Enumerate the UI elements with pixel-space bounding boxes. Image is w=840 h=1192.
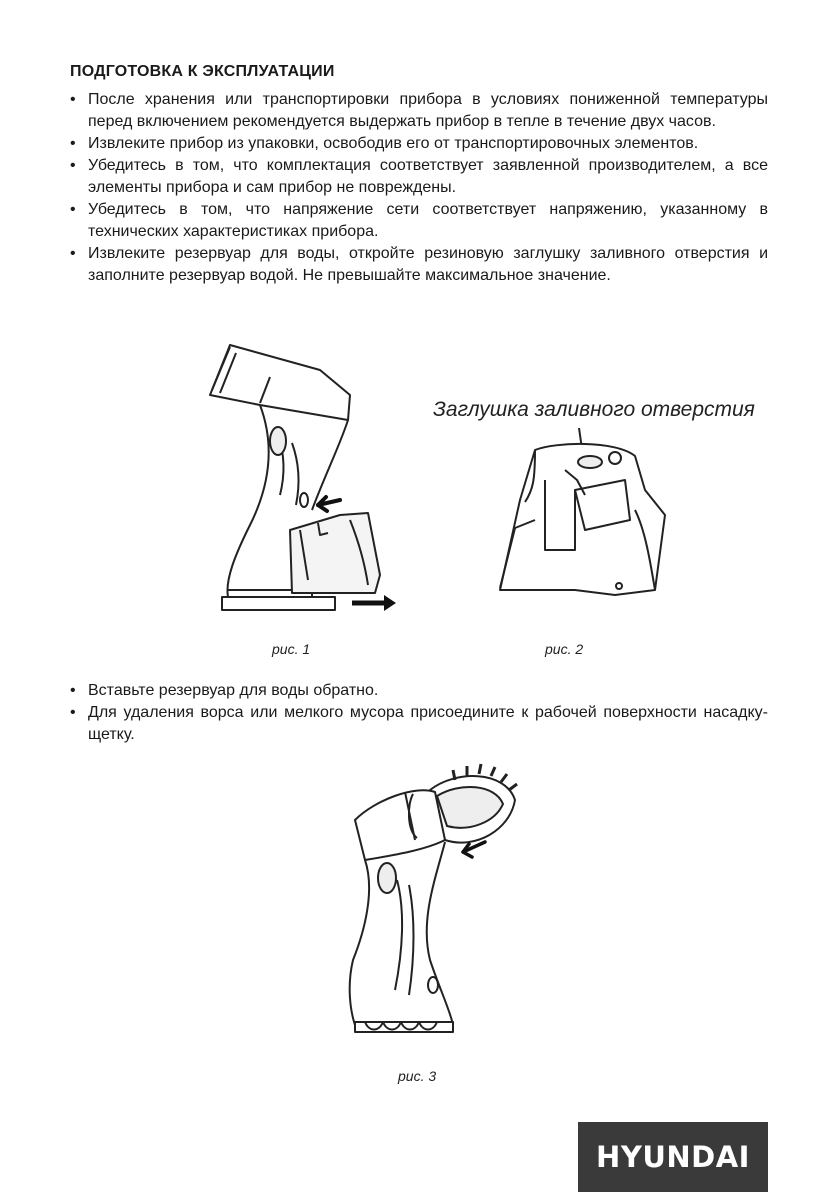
section-title: ПОДГОТОВКА К ЭКСПЛУАТАЦИИ [70,63,335,80]
list-item: • Извлеките резервуар для воды, откройте резиновую заглушку заливного отверстия и заполните резервуар водой. Не превышайте максимальное значение. [70,243,768,287]
list-item: • Убедитесь в том, что напряжение сети соответствует напряжению, указанному в технических характеристиках прибора. [70,199,768,243]
figure-1-caption: рис. 1 [272,641,311,657]
fill-plug-callout: Заглушка заливного отверстия [433,398,755,421]
figure-2-water-tank [495,420,670,610]
list-item: • После хранения или транспортировки прибора в условиях пониженной температуры перед включением рекомендуется выдержать прибор в тепле в течение двух часов. [70,89,768,133]
list-item: • Убедитесь в том, что комплектация соответствует заявленной производителем, а все элементы прибора и сам прибор не повреждены. [70,155,768,199]
list-item: • Для удаления ворса или мелкого мусора присоедините к рабочей поверхности насадку-щетку. [70,702,768,746]
brand-logo: HYUNDAI [578,1122,768,1192]
brush-list [70,680,768,746]
figure-1-steamer-tank-removal [200,335,405,615]
list-item: • Вставьте резервуар для воды обратно. [70,680,768,702]
figure-2-caption: рис. 2 [545,641,584,657]
preparation-list [70,89,768,287]
figure-3-brush-attachment [335,760,535,1035]
figure-3-caption: рис. 3 [398,1068,437,1084]
list-item: • Извлеките прибор из упаковки, освободив его от транспортировочных элементов. [70,133,768,155]
